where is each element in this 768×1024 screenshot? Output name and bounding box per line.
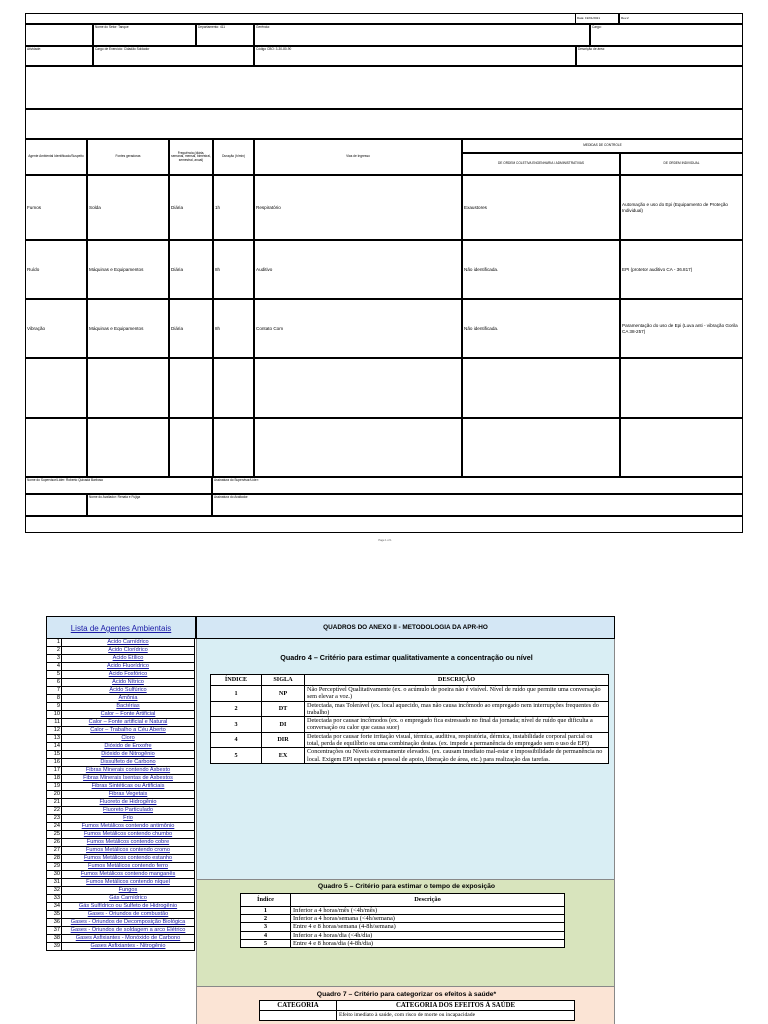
risk-cell-individual bbox=[620, 418, 743, 477]
agent-number: 8 bbox=[46, 695, 62, 703]
agent-link[interactable]: Gás Sulfídrico ou Sulfeto de Hidrogênio bbox=[62, 903, 195, 911]
agent-number: 35 bbox=[46, 911, 62, 919]
agent-link[interactable]: Fumos Metálicos contendo estanho bbox=[62, 855, 195, 863]
agent-list-item bbox=[46, 743, 196, 751]
agent-link[interactable]: Amônia bbox=[62, 695, 195, 703]
risk-cell-duration bbox=[213, 175, 254, 240]
q4-desc: Concentrações ou Níveis extremamente elevados. (ex. causam imediato mal-estar e impossibilidade de permanência no local. Exigem EPI especiais e pessoal de apoio, liberação de área, etc.) para realização das tarefas. bbox=[305, 748, 609, 764]
risk-cell-text: Não identificada. bbox=[464, 266, 499, 272]
risk-cell-individual bbox=[620, 240, 743, 299]
quadro5-section bbox=[196, 879, 615, 987]
agent-link[interactable]: Gases - Oriundos de combustão bbox=[62, 911, 195, 919]
risk-cell-collective bbox=[462, 358, 620, 418]
form-row2-blank bbox=[25, 24, 93, 46]
agent-list-item bbox=[46, 735, 196, 743]
agent-number: 31 bbox=[46, 879, 62, 887]
agent-link[interactable]: Gases Asfixiantes - Monóxido de Carbono bbox=[62, 935, 195, 943]
header-duration-text: Duração (h/min) bbox=[222, 154, 245, 159]
agent-number: 25 bbox=[46, 831, 62, 839]
agent-list-item bbox=[46, 847, 196, 855]
q7-col-effects: CATEGORIA DOS EFEITOS À SAÚDE bbox=[337, 1001, 575, 1011]
agent-link[interactable]: Ácido Clorídrico bbox=[62, 647, 195, 655]
agent-number: 18 bbox=[46, 775, 62, 783]
agent-number: 29 bbox=[46, 863, 62, 871]
agent-link[interactable]: Fumos Metálicos contendo manganês bbox=[62, 871, 195, 879]
q4-sigla: EX bbox=[262, 748, 305, 764]
agent-list-item bbox=[46, 711, 196, 719]
notes-area bbox=[25, 109, 743, 139]
header-agent bbox=[25, 139, 87, 175]
q4-row bbox=[211, 686, 609, 702]
agent-link[interactable]: Gases - Oriundos de soldagem a arco Elétrico bbox=[62, 927, 195, 935]
sector-label: Nome do Setor: Tanque bbox=[95, 25, 129, 29]
q4-index: 1 bbox=[211, 686, 262, 702]
agent-list-item bbox=[46, 839, 196, 847]
risk-cell-text: 8h bbox=[215, 325, 221, 331]
risk-cell-text: 8h bbox=[215, 266, 221, 272]
agent-link[interactable]: Ácido Carnídrico bbox=[62, 639, 195, 647]
agent-link[interactable]: Cloro bbox=[62, 735, 195, 743]
department-field bbox=[196, 24, 254, 46]
agent-link[interactable]: Fumos Metálicos contendo ferro bbox=[62, 863, 195, 871]
risk-cell-route bbox=[254, 418, 462, 477]
q4-index: 3 bbox=[211, 717, 262, 733]
agent-number: 33 bbox=[46, 895, 62, 903]
q7-row1-desc: Efeito imediato à saúde, com risco de morte ou incapacidade bbox=[337, 1011, 575, 1021]
agent-list-item bbox=[46, 663, 196, 671]
risk-cell-route bbox=[254, 299, 462, 358]
risk-cell-agent bbox=[25, 299, 87, 358]
q4-sigla: DIR bbox=[262, 732, 305, 748]
header-route bbox=[254, 139, 462, 175]
date-field bbox=[575, 13, 619, 24]
agent-list-item bbox=[46, 647, 196, 655]
risk-cell-text: Respiratório bbox=[256, 204, 281, 210]
risk-cell-text: Exaustores bbox=[464, 204, 487, 210]
header-individual bbox=[620, 153, 743, 175]
risk-cell-frequency bbox=[169, 240, 213, 299]
q4-col-index: ÍNDICE bbox=[211, 675, 262, 686]
q5-desc: Entre 4 e 8 horas/dia (4-8h/dia) bbox=[291, 939, 565, 947]
agent-link[interactable]: Dióxido de Enxofre bbox=[62, 743, 195, 751]
agent-list-item bbox=[46, 863, 196, 871]
agent-list-item bbox=[46, 751, 196, 759]
agent-list-item bbox=[46, 911, 196, 919]
agent-number: 20 bbox=[46, 791, 62, 799]
agent-number: 28 bbox=[46, 855, 62, 863]
agent-link[interactable]: Fumos Metálicos contendo chumbo bbox=[62, 831, 195, 839]
agent-number: 2 bbox=[46, 647, 62, 655]
agent-link[interactable]: Fumos Metálicos contendo cobre bbox=[62, 839, 195, 847]
agent-list-item bbox=[46, 895, 196, 903]
q4-sigla: NP bbox=[262, 686, 305, 702]
risk-cell-route bbox=[254, 358, 462, 418]
agent-list-item bbox=[46, 687, 196, 695]
q5-desc: Entre 4 e 8 horas/semana (4-8h/semana) bbox=[291, 923, 565, 931]
risk-cell-text: EPI (protetor auditivo CA - 36.817) bbox=[622, 266, 693, 272]
evaluator-name-label: Nome do Avaliador: Renata e Fujiga bbox=[89, 495, 141, 499]
q5-index: 2 bbox=[241, 915, 291, 923]
agent-list-item bbox=[46, 831, 196, 839]
risk-cell-text: Ruído bbox=[27, 266, 40, 272]
header-collective-text: DE ORDEM COLETIVA ENGENHARIA / ADMINISTRATIVAS bbox=[497, 161, 585, 166]
agent-number: 38 bbox=[46, 935, 62, 943]
quadro4-table bbox=[210, 674, 609, 764]
quadro7-table bbox=[259, 1000, 575, 1021]
job-label: Cargo de Exercício: Cidadão Soldador bbox=[95, 47, 150, 51]
area-field bbox=[576, 46, 743, 66]
agent-link[interactable]: Fibras Sintéticas ou Artificiais bbox=[62, 783, 195, 791]
agent-link[interactable]: Frio bbox=[62, 815, 195, 823]
management-field bbox=[254, 24, 590, 46]
risk-cell-text: 1h bbox=[215, 204, 221, 210]
risk-cell-collective bbox=[462, 175, 620, 240]
date-text: Data: 19/01/2021 bbox=[577, 16, 601, 20]
agent-list-item bbox=[46, 799, 196, 807]
q5-row bbox=[241, 907, 565, 915]
agent-number: 5 bbox=[46, 671, 62, 679]
q5-col-desc: Descrição bbox=[291, 894, 565, 907]
agent-list-item bbox=[46, 927, 196, 935]
header-frequency-text: Frequência (diária, semanal, mensal, bimestral, semestral, anual) bbox=[171, 150, 211, 162]
header-control bbox=[462, 139, 743, 153]
risk-cell-route bbox=[254, 240, 462, 299]
risk-cell-frequency bbox=[169, 299, 213, 358]
agent-list-item bbox=[46, 887, 196, 895]
position-label: Cargo: bbox=[592, 25, 602, 29]
agent-link[interactable]: Ácido Sulfúrico bbox=[62, 687, 195, 695]
agent-link[interactable]: Fumos Metálicos contendo cromo bbox=[62, 847, 195, 855]
header-frequency bbox=[169, 139, 213, 175]
q4-index: 4 bbox=[211, 732, 262, 748]
agent-link[interactable]: Fluoreto de Hidrogênio bbox=[62, 799, 195, 807]
agent-link[interactable]: Gases Asfixiantes - Nitrogênio bbox=[62, 943, 195, 951]
agent-list-item bbox=[46, 727, 196, 735]
risk-cell-text: Fumos bbox=[27, 204, 42, 210]
agent-link[interactable]: Dióxido de Nitrogênio bbox=[62, 751, 195, 759]
agent-list-item bbox=[46, 943, 196, 951]
sector-field bbox=[93, 24, 196, 46]
agent-list-title-text[interactable]: Lista de Agentes Ambientais bbox=[70, 624, 172, 633]
agent-number: 17 bbox=[46, 767, 62, 775]
q5-index: 5 bbox=[241, 939, 291, 947]
risk-cell-text: Solda bbox=[89, 204, 101, 210]
agent-list-item bbox=[46, 935, 196, 943]
agent-list-item bbox=[46, 655, 196, 663]
agent-list-item bbox=[46, 815, 196, 823]
q5-col-index: Índice bbox=[241, 894, 291, 907]
agent-number: 14 bbox=[46, 743, 62, 751]
quadro5-table bbox=[240, 893, 565, 948]
agent-number: 1 bbox=[46, 639, 62, 647]
risk-cell-text: Diária bbox=[171, 325, 183, 331]
evaluator-signature-field bbox=[212, 494, 743, 516]
quadros-panel bbox=[196, 616, 615, 1024]
agent-link[interactable]: Fibras Minerais Isentas de Asbestos bbox=[62, 775, 195, 783]
q5-desc: Inferior a 4 horas/mês (<4h/mês) bbox=[291, 907, 565, 915]
q5-desc: Inferior a 4 horas/dia (<4h/dia) bbox=[291, 931, 565, 939]
evaluator-signature-label: Assinatura do Avaliador: bbox=[214, 495, 249, 499]
q7-row1-category bbox=[260, 1011, 337, 1021]
risk-cell-source bbox=[87, 358, 169, 418]
risk-cell-frequency bbox=[169, 418, 213, 477]
header-duration bbox=[213, 139, 254, 175]
evaluator-blank bbox=[25, 494, 87, 516]
risk-cell-text: Não identificada. bbox=[464, 325, 499, 331]
agent-number: 16 bbox=[46, 759, 62, 767]
q4-row bbox=[211, 732, 609, 748]
agent-list-item bbox=[46, 919, 196, 927]
agent-number: 3 bbox=[46, 655, 62, 663]
supervisor-signature-field bbox=[212, 477, 743, 494]
header-collective bbox=[462, 153, 620, 175]
risk-cell-text: Paramentação do uso de Epi (Luva anti - vibração Gorila CA 38-257) bbox=[622, 323, 738, 334]
agent-link[interactable]: Gás Carnídrico bbox=[62, 895, 195, 903]
q5-desc: Inferior a 4 horas/semana (<4h/semana) bbox=[291, 915, 565, 923]
risk-cell-text: Diária bbox=[171, 204, 183, 210]
q5-index: 1 bbox=[241, 907, 291, 915]
risk-cell-individual bbox=[620, 299, 743, 358]
quadros-header: QUADROS DO ANEXO II - METODOLOGIA DA APR-HO bbox=[196, 616, 615, 639]
risk-cell-source bbox=[87, 175, 169, 240]
agent-link[interactable]: Calor – Fonte artificial e Natural bbox=[62, 719, 195, 727]
q5-row bbox=[241, 915, 565, 923]
risk-cell-collective bbox=[462, 418, 620, 477]
agent-number: 11 bbox=[46, 719, 62, 727]
agent-number: 4 bbox=[46, 663, 62, 671]
header-control-text: MEDIDAS DE CONTROLE bbox=[583, 143, 622, 148]
agent-link[interactable]: Bactérias bbox=[62, 703, 195, 711]
risk-cell-duration bbox=[213, 240, 254, 299]
agent-link[interactable]: Calor – Fonte Artificial bbox=[62, 711, 195, 719]
risk-cell-source bbox=[87, 418, 169, 477]
agent-list-item bbox=[46, 775, 196, 783]
agent-link[interactable]: Dissulfeto de Carbono bbox=[62, 759, 195, 767]
agent-number: 12 bbox=[46, 727, 62, 735]
q4-index: 2 bbox=[211, 701, 262, 717]
quadro4-section bbox=[196, 639, 615, 879]
q4-desc: Detectada por causar forte irritação visual, térmica, auditiva, respiratória, dérmica, instabilidade corporal parcial ou total, perda de equilíbrio ou uma combinação destas. (ex. impede a permanência do empregado sem o uso de EPI) bbox=[305, 732, 609, 748]
agent-number: 15 bbox=[46, 751, 62, 759]
agent-list-item bbox=[46, 903, 196, 911]
risk-cell-duration bbox=[213, 418, 254, 477]
risk-cell-text: Máquinas e Equipamentos bbox=[89, 325, 144, 331]
risk-cell-agent bbox=[25, 240, 87, 299]
q4-row bbox=[211, 748, 609, 764]
risk-cell-text: Máquinas e Equipamentos bbox=[89, 266, 144, 272]
agent-number: 27 bbox=[46, 847, 62, 855]
agent-number: 30 bbox=[46, 871, 62, 879]
activity-label: Atividade: bbox=[27, 47, 41, 51]
risk-cell-duration bbox=[213, 299, 254, 358]
header-agent-text: Agente Ambiental Identificado/Suspeito bbox=[28, 154, 84, 159]
q4-sigla: DT bbox=[262, 701, 305, 717]
agent-list-item bbox=[46, 855, 196, 863]
agent-number: 10 bbox=[46, 711, 62, 719]
agent-number: 37 bbox=[46, 927, 62, 935]
agent-list-title bbox=[46, 616, 196, 639]
quadro7-title: Quadro 7 – Critério para categorizar os efeitos à saúde* bbox=[316, 991, 497, 998]
risk-cell-text: Auditivo bbox=[256, 266, 273, 272]
agent-link[interactable]: Gases - Oriundos de Decomposição Biológica bbox=[62, 919, 195, 927]
risk-cell-collective bbox=[462, 240, 620, 299]
q4-desc: Detectada, mas Tolerável (ex. local aquecido, mas não causa incômodo ao empregado nem interrupções frequentes do trabalho) bbox=[305, 701, 609, 717]
agent-link[interactable]: Calor – Trabalho a Céu Aberto bbox=[62, 727, 195, 735]
supervisor-name-label: Nome do Supervisor/Líder: Roberto Quixadá Barbosa bbox=[27, 478, 103, 482]
position-field bbox=[590, 24, 743, 46]
agent-list-item bbox=[46, 783, 196, 791]
q4-col-sigla: SIGLA bbox=[262, 675, 305, 686]
risk-cell-agent bbox=[25, 358, 87, 418]
agent-list-item bbox=[46, 695, 196, 703]
agent-link[interactable]: Ácido Etílico bbox=[62, 655, 195, 663]
risk-cell-route bbox=[254, 175, 462, 240]
agent-list-item bbox=[46, 679, 196, 687]
agent-link[interactable]: Ácido Fluorídrico bbox=[62, 663, 195, 671]
evaluator-name-field bbox=[87, 494, 212, 516]
agent-link[interactable]: Fungos bbox=[62, 887, 195, 895]
q5-index: 3 bbox=[241, 923, 291, 931]
risk-cell-individual bbox=[620, 358, 743, 418]
agent-list-item bbox=[46, 671, 196, 679]
risk-cell-text: Diária bbox=[171, 266, 183, 272]
risk-cell-individual bbox=[620, 175, 743, 240]
agent-list-item bbox=[46, 703, 196, 711]
header-source bbox=[87, 139, 169, 175]
q5-index: 4 bbox=[241, 931, 291, 939]
agent-number: 34 bbox=[46, 903, 62, 911]
cbo-label: Código CBO: 3-30-80-90 bbox=[256, 47, 292, 51]
q4-desc: Não Perceptível Qualitativamente (ex. o acúmulo de poeira não é visível. Nível de ruído que permite uma conversação sem elevar a voz.) bbox=[305, 686, 609, 702]
rev-text: Rev.2 bbox=[621, 16, 629, 20]
quadro7-section bbox=[196, 987, 615, 1024]
agent-number: 39 bbox=[46, 943, 62, 951]
q7-col-category: CATEGORIA bbox=[260, 1001, 337, 1011]
q4-sigla: DI bbox=[262, 717, 305, 733]
q4-col-desc: DESCRIÇÃO bbox=[305, 675, 609, 686]
q4-row bbox=[211, 701, 609, 717]
agent-link[interactable]: Ácido Fosfórico bbox=[62, 671, 195, 679]
quadro5-title: Quadro 5 – Critério para estimar o tempo de exposição bbox=[317, 883, 496, 890]
form-bottom-row bbox=[25, 516, 743, 533]
agent-number: 32 bbox=[46, 887, 62, 895]
risk-cell-agent bbox=[25, 418, 87, 477]
risk-cell-agent bbox=[25, 175, 87, 240]
risk-cell-text: Vibração bbox=[27, 325, 46, 331]
agent-link[interactable]: Fibras Minerais contendo Asbesto bbox=[62, 767, 195, 775]
risk-cell-text: Automação e uso do Epi (Equipamento de Proteção Individual) bbox=[622, 202, 728, 213]
agent-number: 13 bbox=[46, 735, 62, 743]
agent-number: 7 bbox=[46, 687, 62, 695]
agent-link[interactable]: Fumos Metálicos contendo antimônio bbox=[62, 823, 195, 831]
cbo-field bbox=[254, 46, 576, 66]
agent-list-item bbox=[46, 791, 196, 799]
q4-desc: Detectada por causar incômodos (ex. o empregado fica estressado no final da jornada; nível de ruído que dificulta a conversação ou calor que causa suor) bbox=[305, 717, 609, 733]
area-label: Descrição de área: bbox=[578, 47, 605, 51]
risk-cell-collective bbox=[462, 299, 620, 358]
agent-list-item bbox=[46, 767, 196, 775]
agent-number: 24 bbox=[46, 823, 62, 831]
q5-row bbox=[241, 939, 565, 947]
agent-number: 23 bbox=[46, 815, 62, 823]
agent-number: 26 bbox=[46, 839, 62, 847]
risk-cell-frequency bbox=[169, 358, 213, 418]
activity-field bbox=[25, 46, 93, 66]
agent-link[interactable]: Ácido Nítrico bbox=[62, 679, 195, 687]
supervisor-signature-label: Assinatura do Supervisor/Líder: bbox=[214, 478, 259, 482]
agent-number: 6 bbox=[46, 679, 62, 687]
agent-number: 36 bbox=[46, 919, 62, 927]
agent-list-item bbox=[46, 759, 196, 767]
agent-list-item bbox=[46, 807, 196, 815]
risk-cell-source bbox=[87, 240, 169, 299]
agent-number: 9 bbox=[46, 703, 62, 711]
header-individual-text: DE ORDEM INDIVIDUAL bbox=[663, 161, 700, 166]
rev-field bbox=[619, 13, 743, 24]
risk-cell-text: Contato Com bbox=[256, 325, 284, 331]
risk-cell-duration bbox=[213, 358, 254, 418]
agent-list-item bbox=[46, 823, 196, 831]
agent-number: 21 bbox=[46, 799, 62, 807]
quadro4-title: Quadro 4 – Critério para estimar qualitativamente a concentração ou nível bbox=[280, 653, 533, 662]
supervisor-name-field bbox=[25, 477, 212, 494]
q4-index: 5 bbox=[211, 748, 262, 764]
agent-list-item bbox=[46, 879, 196, 887]
risk-cell-source bbox=[87, 299, 169, 358]
page-marker: Page 1 of 1 bbox=[378, 539, 392, 542]
agent-link[interactable]: Fluoreto Particulado bbox=[62, 807, 195, 815]
agent-number: 22 bbox=[46, 807, 62, 815]
department-label: Departamento: 411 bbox=[198, 25, 226, 29]
agent-list-item bbox=[46, 719, 196, 727]
header-route-text: Vias de Ingresso bbox=[346, 154, 370, 159]
management-label: Gerência: bbox=[256, 25, 270, 29]
description-area bbox=[25, 66, 743, 109]
job-field bbox=[93, 46, 254, 66]
q5-row bbox=[241, 931, 565, 939]
agent-number: 19 bbox=[46, 783, 62, 791]
q4-row bbox=[211, 717, 609, 733]
agent-list-item bbox=[46, 871, 196, 879]
agent-link[interactable]: Fumos Metálicos contendo níquel bbox=[62, 879, 195, 887]
agent-list-item bbox=[46, 639, 196, 647]
header-source-text: Fontes geradoras bbox=[115, 154, 141, 159]
agent-link[interactable]: Fibras Vegetais bbox=[62, 791, 195, 799]
q5-row bbox=[241, 923, 565, 931]
risk-cell-frequency bbox=[169, 175, 213, 240]
